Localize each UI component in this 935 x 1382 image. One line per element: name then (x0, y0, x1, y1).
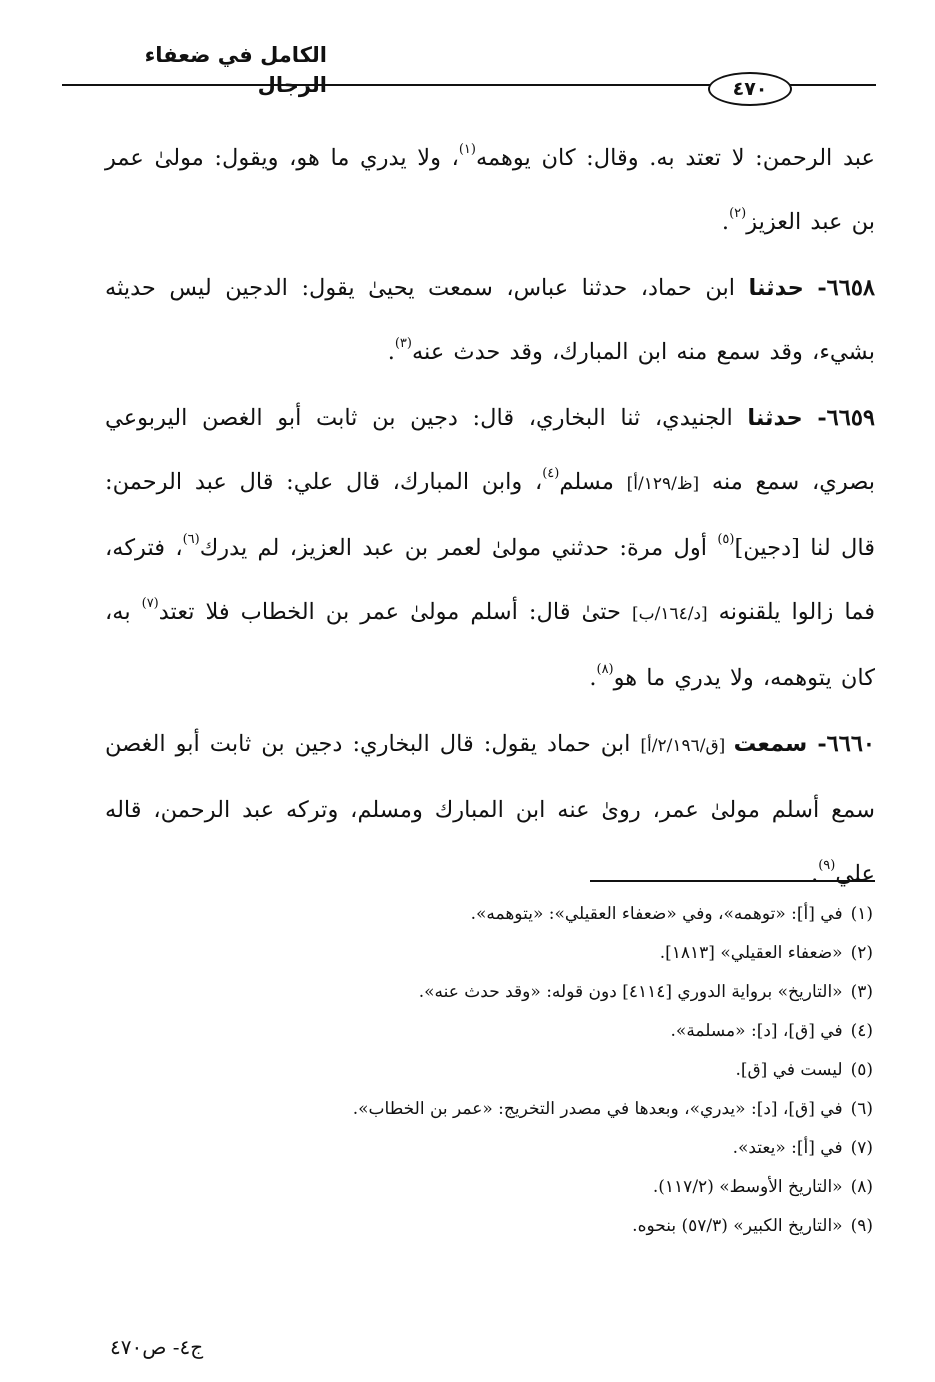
text-run: ابن حماد يقول: قال البخاري: دجين بن ثابت أبو الغصن سمع أسلم مولىٰ عمر، روىٰ عنه ابن المبارك ومسلم، وتركه عبد الرحمن، قاله علي (105, 731, 875, 887)
footnote-6 (113, 1090, 873, 1129)
text-run: ، وابن المبارك، قال علي: قال عبد الرحمن: قال لنا [دجين] (105, 469, 875, 561)
manuscript-ref: [ق/٢/١٩٦/أ] (640, 736, 734, 756)
footnote-text: «التاريخ الكبير» (٥٧/٣) بنحوه. (632, 1216, 843, 1236)
footnotes (113, 895, 873, 1246)
entry-heading-word: سمعت (733, 731, 808, 757)
footnote-ref: (٥) (717, 532, 735, 547)
text-run: حتىٰ قال: أسلم مولىٰ عمر بن الخطاب فلا تعتد (158, 599, 632, 625)
footnote-1 (113, 895, 873, 934)
text-run: أول مرة: حدثني مولىٰ لعمر بن عبد العزيز، لم يدرك (199, 535, 718, 561)
text-run: الجنيدي، ثنا البخاري، قال: دجين بن ثابت أبو الغصن اليربوعي بصري، سمع منه (105, 405, 876, 495)
manuscript-ref: [ظ/١٢٩/أ] (626, 474, 700, 494)
footnote-separator (590, 880, 875, 882)
paragraph-1 (105, 126, 875, 254)
footnote-ref: (٦) (182, 532, 200, 547)
text-run: . (589, 665, 597, 691)
footnote-number: (٨) (850, 1177, 873, 1197)
footnote-text: في [ق]، [د]: «مسلمة». (670, 1021, 843, 1041)
text-run: . (721, 209, 730, 235)
entry-number: ٦٦٥٨- (817, 275, 875, 301)
footnote-number: (١) (850, 904, 873, 924)
footnote-number: (٤) (850, 1021, 873, 1041)
book-title: الكامل في ضعفاء الرجال (144, 43, 327, 97)
text-run: . (387, 339, 395, 365)
footnote-number: (٥) (850, 1060, 873, 1080)
footnote-2 (113, 934, 873, 973)
footnote-5 (113, 1051, 873, 1090)
entry-heading-word: حدثنا (748, 275, 804, 301)
manuscript-ref: [د/١٦٤/ب] (631, 604, 708, 624)
text-run: ابن حماد، حدثنا عباس، سمعت يحيىٰ يقول: الدجين ليس حديثه بشيء، وقد سمع منه ابن المبارك، وقد حدث عنه (105, 275, 875, 365)
volume-page-label: ج٤- ص٤٧٠ (110, 1335, 204, 1359)
page-number-badge (708, 72, 792, 106)
footnote-7 (113, 1129, 873, 1168)
entry-number: ٦٦٥٩- (817, 405, 875, 431)
entry-6658 (105, 256, 875, 384)
text-run: عبد الرحمن: لا تعتد به. وقال: كان يوهمه (475, 145, 875, 171)
footnote-ref: (٣) (394, 336, 412, 351)
text-run: به، كان يتوهمه، ولا يدري ما هو (105, 599, 875, 691)
footnote-number: (٩) (850, 1216, 873, 1236)
text-run: ، فتركه، فما زالوا يلقنونه (105, 535, 875, 625)
page-footer (110, 1333, 250, 1361)
footnote-text: في [أ]: «يعتد». (732, 1138, 843, 1158)
footnote-ref: (٤) (542, 466, 560, 481)
text-run: ، ولا يدري ما هو، ويقول: مولىٰ عمر بن عبد العزيز (105, 145, 875, 235)
text-run: مسلم (559, 469, 627, 495)
footnote-ref: (١) (458, 142, 476, 157)
footnote-9 (113, 1207, 873, 1246)
entry-6660 (105, 712, 875, 906)
footnote-text: «التاريخ» برواية الدوري [٤١١٤] دون قوله: «وقد حدث عنه». (418, 982, 843, 1002)
footnote-number: (٦) (850, 1099, 873, 1119)
text-run: . (811, 861, 819, 887)
footnote-ref: (٩) (818, 858, 836, 873)
entry-number: ٦٦٦٠- (817, 731, 875, 757)
footnote-text: في [أ]: «توهمه»، وفي «ضعفاء العقيلي»: «يتوهمه». (470, 904, 843, 924)
main-text (105, 126, 875, 906)
footnote-number: (٧) (850, 1138, 873, 1158)
footnote-3 (113, 973, 873, 1012)
footnote-8 (113, 1168, 873, 1207)
footnote-ref: (٨) (596, 662, 614, 677)
footnote-text: «التاريخ الأوسط» (١١٧/٢). (652, 1177, 843, 1197)
page-number: ٤٧٠ (732, 77, 768, 100)
footnote-number: (٢) (850, 943, 873, 963)
entry-6659 (105, 386, 875, 710)
footnote-4 (113, 1012, 873, 1051)
footnote-ref: (٢) (729, 206, 747, 221)
footnote-number: (٣) (850, 982, 873, 1002)
footnote-ref: (٧) (141, 596, 159, 611)
entry-heading-word: حدثنا (747, 405, 803, 431)
footnote-text: ليست في [ق]. (735, 1060, 843, 1080)
footnote-text: «ضعفاء العقيلي» [١٨١٣]. (659, 943, 843, 963)
footnote-text: في [ق]، [د]: «يدري»، وبعدها في مصدر التخريج: «عمر بن الخطاب». (352, 1099, 843, 1119)
